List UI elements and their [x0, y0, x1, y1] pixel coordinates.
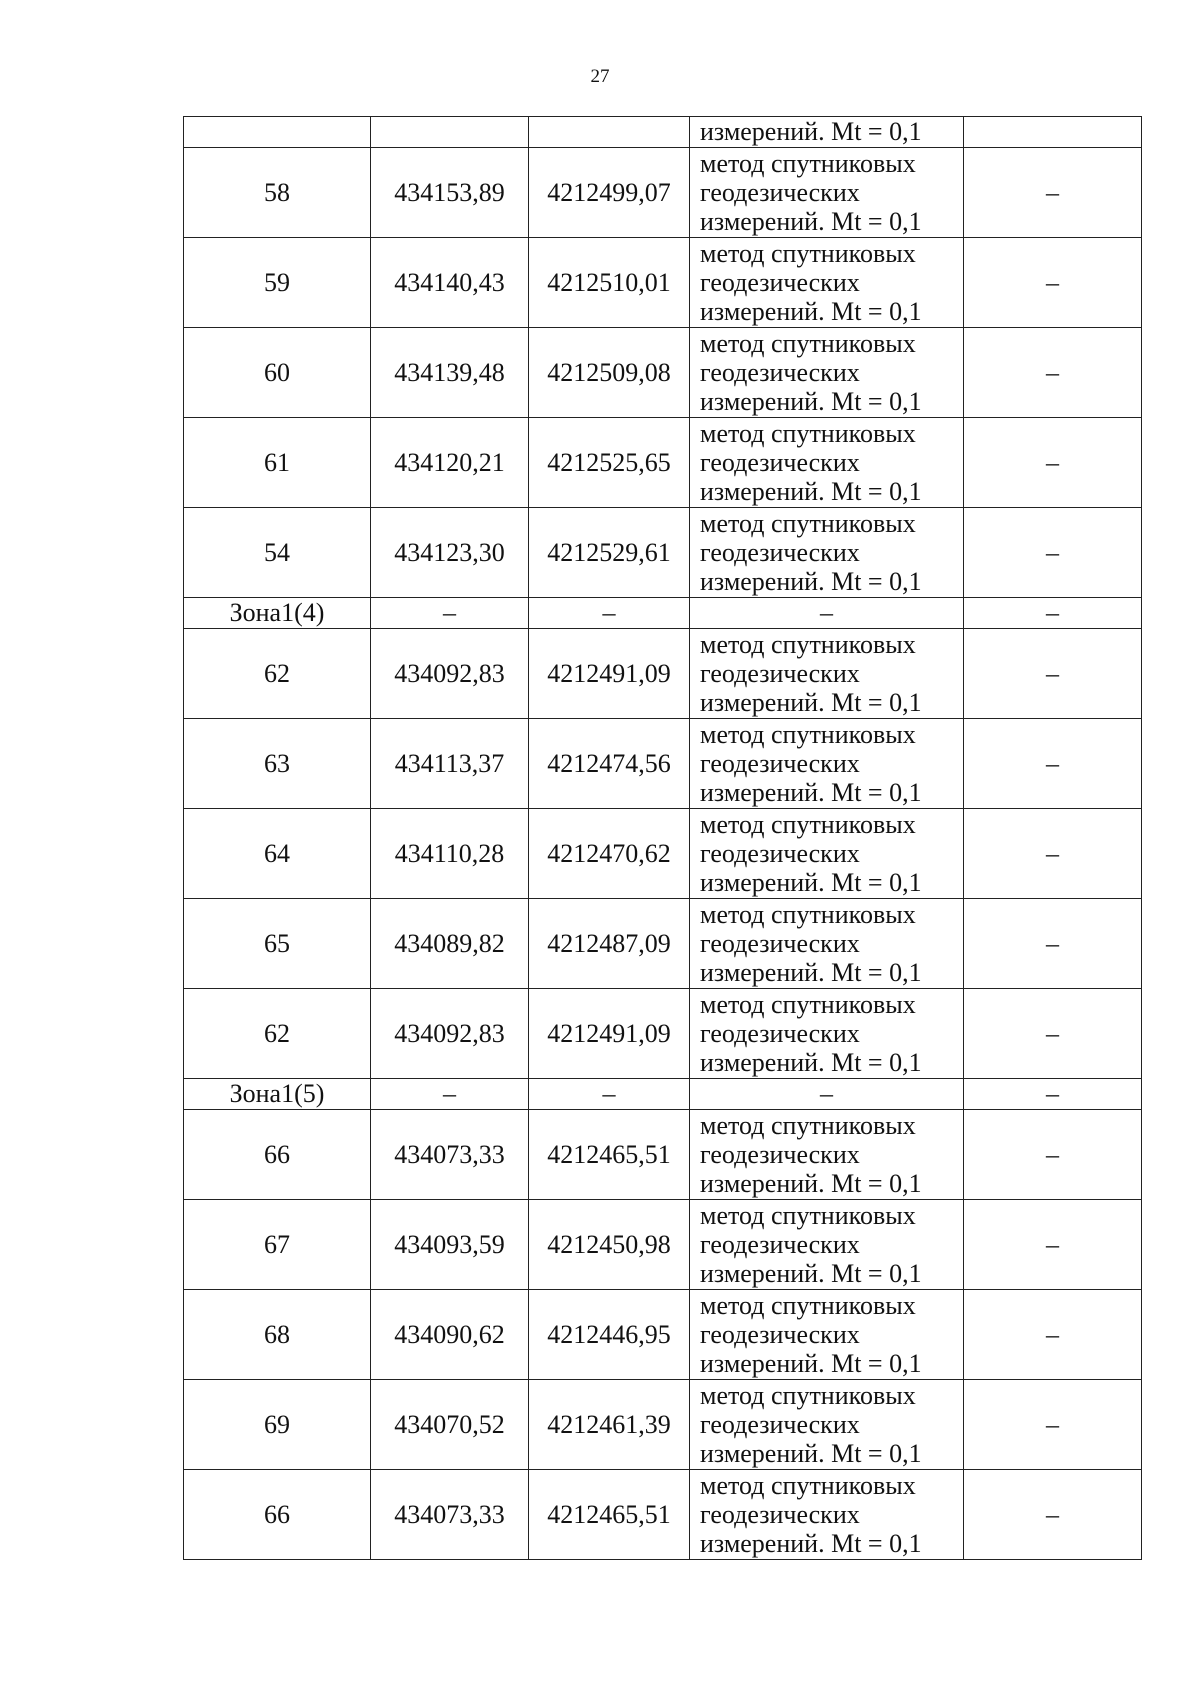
method-line: метод спутниковых — [700, 990, 916, 1019]
cell-extra: – — [964, 1380, 1142, 1470]
cell-method — [690, 629, 964, 719]
table-row — [184, 1470, 1142, 1560]
table-row — [184, 1200, 1142, 1290]
method-line: геодезических — [700, 839, 860, 868]
method-line: измерений. Mt = 0,1 — [700, 387, 922, 416]
cell-method: измерений. Mt = 0,1 — [690, 117, 964, 148]
method-line: измерений. Mt = 0,1 — [700, 1259, 922, 1288]
cell-extra: – — [964, 1110, 1142, 1200]
cell-y: 4212465,51 — [529, 1470, 690, 1560]
cell-point-number: 69 — [184, 1380, 371, 1470]
method-line: измерений. Mt = 0,1 — [700, 297, 922, 326]
table-row — [184, 629, 1142, 719]
cell-extra: – — [964, 1290, 1142, 1380]
cell-point-number: 66 — [184, 1110, 371, 1200]
cell-point-number: 66 — [184, 1470, 371, 1560]
cell-point-number: Зона1(5) — [184, 1079, 371, 1110]
cell-y: 4212491,09 — [529, 629, 690, 719]
method-line: геодезических — [700, 1320, 860, 1349]
cell-method — [690, 809, 964, 899]
table-row — [184, 328, 1142, 418]
cell-point-number: 61 — [184, 418, 371, 508]
cell-extra: – — [964, 238, 1142, 328]
method-line: геодезических — [700, 178, 860, 207]
cell-x: 434090,62 — [371, 1290, 529, 1380]
cell-method — [690, 418, 964, 508]
cell-y: – — [529, 598, 690, 629]
method-line: метод спутниковых — [700, 900, 916, 929]
method-line: геодезических — [700, 358, 860, 387]
table-row — [184, 238, 1142, 328]
method-line: измерений. Mt = 0,1 — [700, 868, 922, 897]
cell-x — [371, 117, 529, 148]
cell-method — [690, 1200, 964, 1290]
cell-point-number: 62 — [184, 629, 371, 719]
method-line: метод спутниковых — [700, 630, 916, 659]
cell-x: – — [371, 598, 529, 629]
cell-point-number — [184, 117, 371, 148]
cell-extra: – — [964, 328, 1142, 418]
cell-x: 434070,52 — [371, 1380, 529, 1470]
cell-method — [690, 238, 964, 328]
cell-x: 434139,48 — [371, 328, 529, 418]
method-line: метод спутниковых — [700, 419, 916, 448]
method-line: метод спутниковых — [700, 1201, 916, 1230]
method-line: измерений. Mt = 0,1 — [700, 567, 922, 596]
method-line: измерений. Mt = 0,1 — [700, 1529, 922, 1558]
method-line: измерений. Mt = 0,1 — [700, 1439, 922, 1468]
cell-y: 4212510,01 — [529, 238, 690, 328]
cell-point-number: 67 — [184, 1200, 371, 1290]
method-line: геодезических — [700, 1410, 860, 1439]
method-line: метод спутниковых — [700, 509, 916, 538]
table-row — [184, 508, 1142, 598]
cell-method — [690, 989, 964, 1079]
cell-point-number: 64 — [184, 809, 371, 899]
cell-x: 434073,33 — [371, 1470, 529, 1560]
cell-y: 4212465,51 — [529, 1110, 690, 1200]
method-line: геодезических — [700, 1019, 860, 1048]
page-number: 27 — [590, 66, 610, 87]
cell-extra: – — [964, 899, 1142, 989]
cell-method — [690, 1290, 964, 1380]
cell-method — [690, 1380, 964, 1470]
cell-y: 4212470,62 — [529, 809, 690, 899]
cell-y: 4212491,09 — [529, 989, 690, 1079]
method-line: геодезических — [700, 1140, 860, 1169]
zone-row — [184, 598, 1142, 629]
cell-extra: – — [964, 719, 1142, 809]
cell-point-number: 65 — [184, 899, 371, 989]
cell-method — [690, 598, 964, 629]
method-line: метод спутниковых — [700, 1291, 916, 1320]
table-row — [184, 989, 1142, 1079]
cell-extra: – — [964, 1079, 1142, 1110]
cell-extra: – — [964, 809, 1142, 899]
method-line: метод спутниковых — [700, 720, 916, 749]
cell-extra: – — [964, 598, 1142, 629]
cell-x: 434110,28 — [371, 809, 529, 899]
cell-method — [690, 328, 964, 418]
method-line: геодезических — [700, 929, 860, 958]
method-line: метод спутниковых — [700, 149, 916, 178]
method-line: метод спутниковых — [700, 1111, 916, 1140]
cell-x: 434113,37 — [371, 719, 529, 809]
table-row — [184, 899, 1142, 989]
cell-point-number: 68 — [184, 1290, 371, 1380]
cell-method — [690, 1079, 964, 1110]
cell-point-number: Зона1(4) — [184, 598, 371, 629]
cell-y: 4212525,65 — [529, 418, 690, 508]
cell-y — [529, 117, 690, 148]
method-line: измерений. Mt = 0,1 — [700, 477, 922, 506]
cell-method — [690, 508, 964, 598]
table-row — [184, 719, 1142, 809]
cell-extra: – — [964, 629, 1142, 719]
cell-extra: – — [964, 989, 1142, 1079]
cell-x: 434093,59 — [371, 1200, 529, 1290]
method-line: геодезических — [700, 268, 860, 297]
method-line: измерений. Mt = 0,1 — [700, 958, 922, 987]
method-line: измерений. Mt = 0,1 — [700, 1048, 922, 1077]
method-line: метод спутниковых — [700, 329, 916, 358]
cell-point-number: 59 — [184, 238, 371, 328]
method-line: геодезических — [700, 659, 860, 688]
cell-y: 4212450,98 — [529, 1200, 690, 1290]
cell-y: 4212461,39 — [529, 1380, 690, 1470]
cell-x: 434153,89 — [371, 148, 529, 238]
method-line: измерений. Mt = 0,1 — [700, 1349, 922, 1378]
table-row — [184, 148, 1142, 238]
cell-y: 4212499,07 — [529, 148, 690, 238]
method-line: измерений. Mt = 0,1 — [700, 207, 922, 236]
cell-x: – — [371, 1079, 529, 1110]
table-row — [184, 418, 1142, 508]
table-row — [184, 809, 1142, 899]
cell-y: – — [529, 1079, 690, 1110]
cell-extra: – — [964, 1200, 1142, 1290]
cell-x: 434120,21 — [371, 418, 529, 508]
method-line: геодезических — [700, 749, 860, 778]
cell-point-number: 63 — [184, 719, 371, 809]
method-line: геодезических — [700, 1230, 860, 1259]
cell-y: 4212474,56 — [529, 719, 690, 809]
cell-x: 434073,33 — [371, 1110, 529, 1200]
cell-x: 434092,83 — [371, 989, 529, 1079]
cell-method — [690, 719, 964, 809]
method-line: метод спутниковых — [700, 1381, 916, 1410]
cell-extra: – — [964, 148, 1142, 238]
method-line: измерений. Mt = 0,1 — [700, 1169, 922, 1198]
method-line: – — [820, 598, 833, 627]
cell-extra: – — [964, 508, 1142, 598]
cell-extra: – — [964, 1470, 1142, 1560]
zone-row — [184, 1079, 1142, 1110]
cell-point-number: 54 — [184, 508, 371, 598]
cell-y: 4212487,09 — [529, 899, 690, 989]
table-row — [184, 1290, 1142, 1380]
cell-y: 4212529,61 — [529, 508, 690, 598]
method-line: измерений. Mt = 0,1 — [700, 778, 922, 807]
method-line: метод спутниковых — [700, 810, 916, 839]
method-line: – — [820, 1079, 833, 1108]
cell-y: 4212446,95 — [529, 1290, 690, 1380]
method-line: метод спутниковых — [700, 1471, 916, 1500]
cell-x: 434140,43 — [371, 238, 529, 328]
cell-y: 4212509,08 — [529, 328, 690, 418]
cell-method — [690, 899, 964, 989]
table-row — [184, 1110, 1142, 1200]
continuation-row — [184, 117, 1142, 148]
cell-method — [690, 1110, 964, 1200]
table-row — [184, 1380, 1142, 1470]
cell-extra — [964, 117, 1142, 148]
cell-point-number: 58 — [184, 148, 371, 238]
table-body — [184, 117, 1142, 1560]
coordinates-table — [183, 116, 1142, 1560]
cell-method — [690, 1470, 964, 1560]
cell-point-number: 60 — [184, 328, 371, 418]
method-line: геодезических — [700, 1500, 860, 1529]
cell-method — [690, 148, 964, 238]
method-line: геодезических — [700, 448, 860, 477]
cell-x: 434092,83 — [371, 629, 529, 719]
cell-extra: – — [964, 418, 1142, 508]
cell-x: 434123,30 — [371, 508, 529, 598]
method-line: геодезических — [700, 538, 860, 567]
cell-point-number: 62 — [184, 989, 371, 1079]
method-line: измерений. Mt = 0,1 — [700, 688, 922, 717]
cell-x: 434089,82 — [371, 899, 529, 989]
method-line: метод спутниковых — [700, 239, 916, 268]
